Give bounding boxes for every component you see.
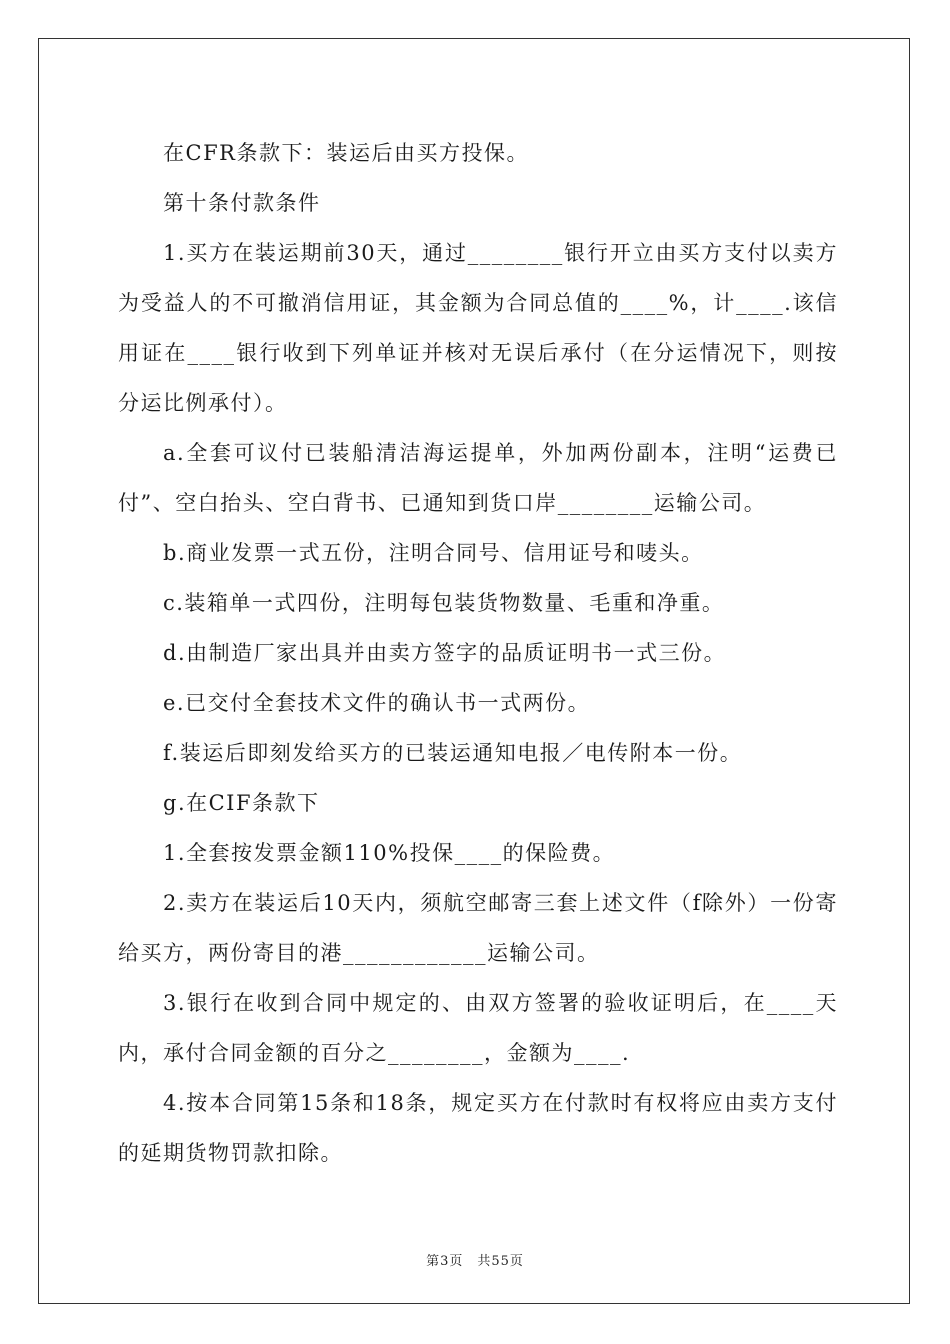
paragraph-cif-2: 2.卖方在装运后10天内，须航空邮寄三套上述文件（f除外）一份寄给买方，两份寄目的港____________运输公司。: [118, 891, 838, 965]
paragraph-item-d: d.由制造厂家出具并由卖方签字的品质证明书一式三份。: [163, 641, 727, 665]
paragraph-item-a: a.全套可议付已装船清洁海运提单，外加两份副本，注明“运费已付”、空白抬头、空白背书、已通知到货口岸________运输公司。: [118, 441, 838, 515]
paragraph-cif-1: 1.全套按发票金额110%投保____的保险费。: [163, 841, 616, 865]
paragraph-cfr-insurance: 在CFR条款下：装运后由买方投保。: [163, 141, 529, 165]
paragraph-article-10-heading: 第十条付款条件: [163, 191, 321, 215]
paragraph-item-f: f.装运后即刻发给买方的已装运通知电报／电传附本一份。: [163, 741, 743, 765]
document-body: [118, 128, 838, 1178]
paragraph-item-g: g.在CIF条款下: [163, 791, 320, 815]
paragraph-cif-3: 3.银行在收到合同中规定的、由双方签署的验收证明后，在____天内，承付合同金额的百分之________，金额为____.: [118, 991, 838, 1065]
paragraph-cif-4: 4.按本合同第15条和18条，规定买方在付款时有权将应由卖方支付的延期货物罚款扣除。: [118, 1091, 838, 1165]
page-number-footer: 第3页 共55页: [426, 1254, 524, 1269]
paragraph-item-b: b.商业发票一式五份，注明合同号、信用证号和唛头。: [163, 541, 704, 565]
paragraph-item-e: e.已交付全套技术文件的确认书一式两份。: [163, 691, 591, 715]
paragraph-item-c: c.装箱单一式四份，注明每包装货物数量、毛重和净重。: [163, 591, 725, 615]
paragraph-letter-of-credit: 1.买方在装运期前30天，通过________银行开立由买方支付以卖方为受益人的不可撤消信用证，其金额为合同总值的____%，计____.该信用证在____银行收到下列单证并核对无误后承付（在分运情况下，则按分运比例承付）。: [118, 241, 838, 415]
